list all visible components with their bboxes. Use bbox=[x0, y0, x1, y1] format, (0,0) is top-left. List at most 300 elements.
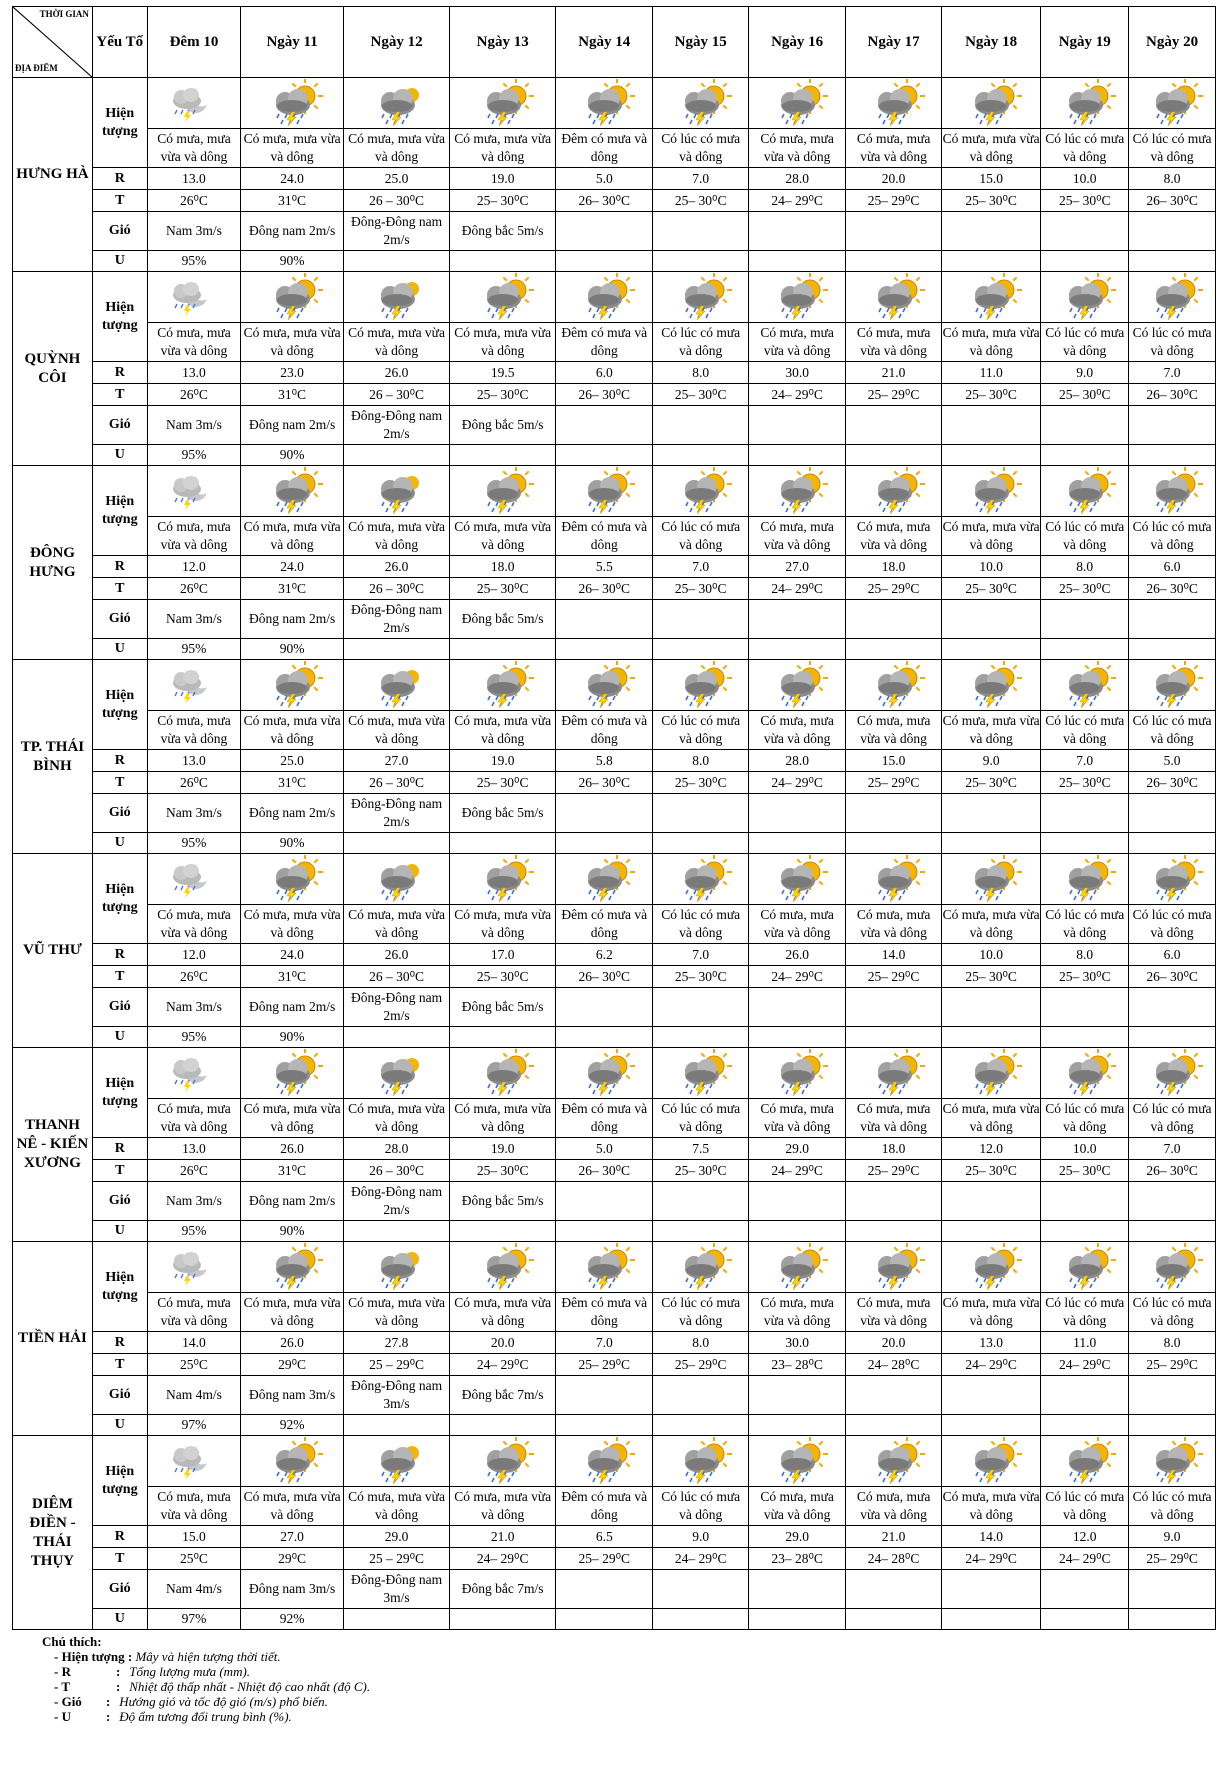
empty-cell bbox=[1041, 1376, 1129, 1415]
weather-description: Có mưa, mưa vừa và dông bbox=[343, 711, 449, 750]
rainfall-value: 5.0 bbox=[1129, 750, 1216, 772]
empty-cell bbox=[1129, 639, 1216, 660]
rainfall-value: 7.5 bbox=[653, 1138, 749, 1160]
night-cloud-icon bbox=[163, 1049, 225, 1097]
wind-value: Đông nam 3m/s bbox=[241, 1376, 344, 1415]
weather-icon-cell bbox=[343, 1048, 449, 1099]
day-header: Ngày 16 bbox=[749, 7, 846, 78]
rainfall-value: 7.0 bbox=[653, 556, 749, 578]
rainfall-row bbox=[13, 168, 1216, 190]
empty-cell bbox=[846, 1376, 942, 1415]
empty-cell bbox=[942, 1027, 1041, 1048]
factor-gio: Gió bbox=[92, 1182, 147, 1221]
empty-cell bbox=[942, 251, 1041, 272]
weather-description: Có lúc có mưa và dông bbox=[1129, 711, 1216, 750]
empty-cell bbox=[1041, 1027, 1129, 1048]
rainfall-value: 28.0 bbox=[749, 168, 846, 190]
empty-cell bbox=[846, 639, 942, 660]
humidity-value: 97% bbox=[147, 1415, 241, 1436]
weather-description: Có lúc có mưa và dông bbox=[1129, 323, 1216, 362]
empty-cell bbox=[1129, 1609, 1216, 1630]
factor-hien-tuong: Hiện tượng bbox=[92, 272, 147, 362]
weather-description: Có mưa, mưa vừa và dông bbox=[942, 129, 1041, 168]
weather-icon-cell bbox=[942, 660, 1041, 711]
weather-description: Có mưa, mưa vừa và dông bbox=[343, 517, 449, 556]
rainfall-row bbox=[13, 1526, 1216, 1548]
empty-cell bbox=[653, 988, 749, 1027]
weather-description: Có mưa, mưa vừa và dông bbox=[241, 517, 344, 556]
empty-cell bbox=[1041, 406, 1129, 445]
factor-t: T bbox=[92, 1354, 147, 1376]
weather-icon-cell bbox=[450, 78, 556, 129]
wind-value: Đông nam 2m/s bbox=[241, 406, 344, 445]
forecast-sheet bbox=[12, 6, 1216, 1726]
day-header: Ngày 15 bbox=[653, 7, 749, 78]
rainfall-value: 26.0 bbox=[241, 1138, 344, 1160]
weather-description: Có lúc có mưa và dông bbox=[653, 323, 749, 362]
rainfall-row bbox=[13, 556, 1216, 578]
factor-hien-tuong: Hiện tượng bbox=[92, 1048, 147, 1138]
temperature-value: 24– 29⁰C bbox=[749, 772, 846, 794]
sun-cloud-rain-thunder-icon bbox=[261, 79, 323, 127]
empty-cell bbox=[749, 1221, 846, 1242]
empty-cell bbox=[1129, 445, 1216, 466]
weather-icon-cell bbox=[942, 1436, 1041, 1487]
temperature-row bbox=[13, 1160, 1216, 1182]
weather-icon-cell bbox=[450, 1436, 556, 1487]
weather-icon-cell bbox=[942, 272, 1041, 323]
empty-cell bbox=[846, 1415, 942, 1436]
note-desc: Nhiệt độ thấp nhất - Nhiệt độ cao nhất (độ C). bbox=[129, 1679, 371, 1694]
empty-cell bbox=[653, 639, 749, 660]
description-row bbox=[13, 1293, 1216, 1332]
temperature-value: 26– 30⁰C bbox=[556, 384, 653, 406]
rainfall-value: 26.0 bbox=[241, 1332, 344, 1354]
rainfall-value: 30.0 bbox=[749, 1332, 846, 1354]
weather-icon-cell bbox=[556, 78, 653, 129]
temperature-value: 24– 28⁰C bbox=[846, 1548, 942, 1570]
rainfall-value: 25.0 bbox=[343, 168, 449, 190]
factor-hien-tuong: Hiện tượng bbox=[92, 1436, 147, 1526]
rainfall-value: 26.0 bbox=[749, 944, 846, 966]
wind-row bbox=[13, 1182, 1216, 1221]
temperature-value: 25– 29⁰C bbox=[556, 1548, 653, 1570]
weather-icon-cell bbox=[749, 1048, 846, 1099]
rainfall-value: 18.0 bbox=[846, 556, 942, 578]
weather-icon-cell bbox=[241, 854, 344, 905]
temperature-value: 26– 30⁰C bbox=[556, 578, 653, 600]
empty-cell bbox=[942, 445, 1041, 466]
wind-row bbox=[13, 212, 1216, 251]
sun-cloud-rain-thunder-icon bbox=[1141, 1437, 1203, 1485]
night-cloud-icon bbox=[163, 273, 225, 321]
temperature-value: 31⁰C bbox=[241, 578, 344, 600]
sun-cloud-rain-thunder-icon bbox=[960, 1437, 1022, 1485]
humidity-row bbox=[13, 1027, 1216, 1048]
weather-description: Có lúc có mưa và dông bbox=[1041, 905, 1129, 944]
rainfall-value: 6.0 bbox=[1129, 944, 1216, 966]
sun-cloud-rain-thunder-icon bbox=[472, 79, 534, 127]
night-cloud-icon bbox=[163, 1243, 225, 1291]
temperature-value: 24– 29⁰C bbox=[1041, 1354, 1129, 1376]
rainfall-value: 10.0 bbox=[942, 944, 1041, 966]
weather-description: Có mưa, mưa vừa và dông bbox=[343, 1099, 449, 1138]
rainfall-value: 19.5 bbox=[450, 362, 556, 384]
humidity-row bbox=[13, 1415, 1216, 1436]
empty-cell bbox=[1041, 445, 1129, 466]
rainfall-value: 29.0 bbox=[749, 1138, 846, 1160]
description-row bbox=[13, 129, 1216, 168]
sun-cloud-rain-thunder-icon bbox=[960, 1049, 1022, 1097]
weather-description: Có mưa, mưa vừa và dông bbox=[343, 1293, 449, 1332]
description-row bbox=[13, 517, 1216, 556]
temperature-value: 26– 30⁰C bbox=[1129, 578, 1216, 600]
rainfall-value: 29.0 bbox=[749, 1526, 846, 1548]
empty-cell bbox=[749, 794, 846, 833]
humidity-value: 92% bbox=[241, 1415, 344, 1436]
sun-cloud-rain-thunder-icon bbox=[960, 855, 1022, 903]
note-u bbox=[42, 1709, 1216, 1724]
day-header: Ngày 19 bbox=[1041, 7, 1129, 78]
humidity-value: 95% bbox=[147, 833, 241, 854]
icon-row bbox=[13, 1048, 1216, 1099]
sun-cloud-rain-thunder-icon bbox=[863, 79, 925, 127]
weather-description: Có mưa, mưa vừa và dông bbox=[846, 905, 942, 944]
sun-cloud-rain-thunder-icon bbox=[573, 1049, 635, 1097]
weather-icon-cell bbox=[749, 660, 846, 711]
temperature-row bbox=[13, 772, 1216, 794]
sun-cloud-rain-thunder-icon bbox=[960, 661, 1022, 709]
sun-cloud-rain-thunder-icon bbox=[1141, 1243, 1203, 1291]
wind-value: Đông-Đông nam 2m/s bbox=[343, 988, 449, 1027]
weather-description: Có lúc có mưa và dông bbox=[1041, 711, 1129, 750]
sun-cloud-rain-thunder-icon bbox=[573, 1243, 635, 1291]
rainfall-value: 20.0 bbox=[450, 1332, 556, 1354]
wind-value: Đông nam 2m/s bbox=[241, 794, 344, 833]
rainfall-value: 19.0 bbox=[450, 1138, 556, 1160]
factor-r: R bbox=[92, 750, 147, 772]
rainfall-value: 26.0 bbox=[343, 944, 449, 966]
wind-value: Đông bắc 7m/s bbox=[450, 1570, 556, 1609]
wind-value: Nam 3m/s bbox=[147, 212, 241, 251]
factor-gio: Gió bbox=[92, 1376, 147, 1415]
sun-cloud-rain-thunder-icon bbox=[960, 273, 1022, 321]
temperature-value: 25 – 29⁰C bbox=[343, 1548, 449, 1570]
weather-description: Đêm có mưa và dông bbox=[556, 1293, 653, 1332]
temperature-value: 26 – 30⁰C bbox=[343, 578, 449, 600]
sun-cloud-rain-thunder-icon bbox=[472, 467, 534, 515]
sun-cloud-rain-thunder-icon bbox=[573, 79, 635, 127]
corner-cell bbox=[13, 7, 93, 78]
empty-cell bbox=[749, 1376, 846, 1415]
location-name: HƯNG HÀ bbox=[13, 78, 93, 272]
sun-cloud-rain-thunder-icon bbox=[670, 1243, 732, 1291]
temperature-value: 25⁰C bbox=[147, 1354, 241, 1376]
rainfall-value: 12.0 bbox=[942, 1138, 1041, 1160]
empty-cell bbox=[846, 794, 942, 833]
rainfall-value: 13.0 bbox=[147, 362, 241, 384]
weather-icon-cell bbox=[450, 854, 556, 905]
empty-cell bbox=[556, 1182, 653, 1221]
empty-cell bbox=[942, 600, 1041, 639]
empty-cell bbox=[450, 1415, 556, 1436]
temperature-value: 25– 29⁰C bbox=[1129, 1354, 1216, 1376]
sun-cloud-rain-thunder-icon bbox=[766, 273, 828, 321]
rainfall-value: 27.0 bbox=[343, 750, 449, 772]
weather-description: Có mưa, mưa vừa và dông bbox=[241, 323, 344, 362]
empty-cell bbox=[343, 833, 449, 854]
rainfall-value: 24.0 bbox=[241, 168, 344, 190]
empty-cell bbox=[942, 406, 1041, 445]
rainfall-value: 13.0 bbox=[942, 1332, 1041, 1354]
temperature-row bbox=[13, 190, 1216, 212]
note-desc: Mây và hiện tượng thời tiết. bbox=[135, 1649, 281, 1664]
rainfall-value: 7.0 bbox=[653, 944, 749, 966]
wind-value: Nam 3m/s bbox=[147, 988, 241, 1027]
empty-cell bbox=[556, 794, 653, 833]
factor-hien-tuong: Hiện tượng bbox=[92, 660, 147, 750]
weather-icon-cell bbox=[1129, 1436, 1216, 1487]
night-cloud-icon bbox=[163, 79, 225, 127]
note-sep: : bbox=[116, 1664, 121, 1679]
temperature-value: 25– 30⁰C bbox=[1041, 1160, 1129, 1182]
rainfall-value: 18.0 bbox=[450, 556, 556, 578]
weather-icon-cell bbox=[749, 78, 846, 129]
temperature-value: 29⁰C bbox=[241, 1354, 344, 1376]
temperature-value: 25– 30⁰C bbox=[653, 966, 749, 988]
weather-description: Đêm có mưa và dông bbox=[556, 1487, 653, 1526]
weather-icon-cell bbox=[556, 1048, 653, 1099]
weather-icon-cell bbox=[343, 272, 449, 323]
wind-value: Đông-Đông nam 2m/s bbox=[343, 794, 449, 833]
weather-icon-cell bbox=[241, 1436, 344, 1487]
weather-icon-cell bbox=[749, 272, 846, 323]
factor-t: T bbox=[92, 966, 147, 988]
weather-description: Có lúc có mưa và dông bbox=[653, 1293, 749, 1332]
humidity-row bbox=[13, 639, 1216, 660]
weather-description: Có mưa, mưa vừa và dông bbox=[147, 1293, 241, 1332]
rainfall-value: 24.0 bbox=[241, 944, 344, 966]
weather-description: Có mưa, mưa vừa và dông bbox=[450, 1293, 556, 1332]
weather-description: Có mưa, mưa vừa và dông bbox=[241, 1099, 344, 1138]
weather-icon-cell bbox=[241, 660, 344, 711]
cloud-rain-thunder-icon bbox=[366, 1049, 428, 1097]
weather-icon-cell bbox=[846, 854, 942, 905]
empty-cell bbox=[343, 1415, 449, 1436]
empty-cell bbox=[653, 1182, 749, 1221]
temperature-value: 25– 29⁰C bbox=[556, 1354, 653, 1376]
sun-cloud-rain-thunder-icon bbox=[863, 1437, 925, 1485]
empty-cell bbox=[1041, 212, 1129, 251]
wind-value: Đông-Đông nam 3m/s bbox=[343, 1570, 449, 1609]
empty-cell bbox=[846, 1570, 942, 1609]
rainfall-value: 28.0 bbox=[343, 1138, 449, 1160]
temperature-value: 31⁰C bbox=[241, 1160, 344, 1182]
day-header: Ngày 13 bbox=[450, 7, 556, 78]
weather-description: Có mưa, mưa vừa và dông bbox=[147, 1099, 241, 1138]
temperature-value: 25– 29⁰C bbox=[846, 772, 942, 794]
forecast-table bbox=[12, 6, 1216, 1630]
empty-cell bbox=[450, 1221, 556, 1242]
location-name: QUỲNH CÔI bbox=[13, 272, 93, 466]
wind-value: Đông nam 2m/s bbox=[241, 988, 344, 1027]
empty-cell bbox=[1041, 833, 1129, 854]
temperature-row bbox=[13, 966, 1216, 988]
temperature-value: 25– 30⁰C bbox=[653, 384, 749, 406]
temperature-value: 26 – 30⁰C bbox=[343, 772, 449, 794]
wind-value: Đông bắc 7m/s bbox=[450, 1376, 556, 1415]
wind-value: Đông nam 2m/s bbox=[241, 212, 344, 251]
weather-description: Có lúc có mưa và dông bbox=[653, 1099, 749, 1138]
weather-icon-cell bbox=[450, 1242, 556, 1293]
night-cloud-icon bbox=[163, 855, 225, 903]
icon-row bbox=[13, 660, 1216, 711]
note-sep: : bbox=[106, 1694, 111, 1709]
temperature-value: 26 – 30⁰C bbox=[343, 190, 449, 212]
empty-cell bbox=[1041, 600, 1129, 639]
day-header: Ngày 11 bbox=[241, 7, 344, 78]
weather-icon-cell bbox=[942, 466, 1041, 517]
weather-description: Có mưa, mưa vừa và dông bbox=[846, 323, 942, 362]
weather-description: Có mưa, mưa vừa và dông bbox=[749, 1487, 846, 1526]
description-row bbox=[13, 905, 1216, 944]
weather-icon-cell bbox=[343, 1436, 449, 1487]
temperature-value: 26– 30⁰C bbox=[556, 966, 653, 988]
weather-description: Đêm có mưa và dông bbox=[556, 905, 653, 944]
rainfall-value: 7.0 bbox=[1129, 1138, 1216, 1160]
temperature-value: 25– 29⁰C bbox=[846, 966, 942, 988]
sun-cloud-rain-thunder-icon bbox=[261, 1049, 323, 1097]
empty-cell bbox=[556, 212, 653, 251]
weather-icon-cell bbox=[653, 1436, 749, 1487]
weather-description: Có mưa, mưa vừa và dông bbox=[241, 1293, 344, 1332]
rainfall-value: 8.0 bbox=[1041, 556, 1129, 578]
rainfall-value: 26.0 bbox=[343, 362, 449, 384]
wind-value: Nam 3m/s bbox=[147, 600, 241, 639]
weather-description: Có mưa, mưa vừa và dông bbox=[450, 711, 556, 750]
temperature-value: 25– 30⁰C bbox=[1041, 966, 1129, 988]
empty-cell bbox=[556, 1609, 653, 1630]
temperature-value: 24– 28⁰C bbox=[846, 1354, 942, 1376]
weather-icon-cell bbox=[556, 466, 653, 517]
humidity-row bbox=[13, 251, 1216, 272]
weather-icon-cell bbox=[942, 1242, 1041, 1293]
empty-cell bbox=[1041, 988, 1129, 1027]
humidity-value: 90% bbox=[241, 445, 344, 466]
empty-cell bbox=[942, 1570, 1041, 1609]
wind-value: Đông nam 3m/s bbox=[241, 1570, 344, 1609]
sun-cloud-rain-thunder-icon bbox=[766, 79, 828, 127]
icon-row bbox=[13, 1242, 1216, 1293]
empty-cell bbox=[1041, 1609, 1129, 1630]
empty-cell bbox=[749, 212, 846, 251]
wind-value: Nam 4m/s bbox=[147, 1570, 241, 1609]
note-r bbox=[42, 1664, 1216, 1679]
cloud-rain-thunder-icon bbox=[366, 855, 428, 903]
temperature-value: 25– 29⁰C bbox=[846, 1160, 942, 1182]
rainfall-value: 30.0 bbox=[749, 362, 846, 384]
sun-cloud-rain-thunder-icon bbox=[766, 1437, 828, 1485]
sun-cloud-rain-thunder-icon bbox=[863, 467, 925, 515]
temperature-value: 25– 30⁰C bbox=[942, 1160, 1041, 1182]
empty-cell bbox=[749, 988, 846, 1027]
rainfall-value: 5.0 bbox=[556, 1138, 653, 1160]
sun-cloud-rain-thunder-icon bbox=[472, 1437, 534, 1485]
rainfall-value: 9.0 bbox=[1041, 362, 1129, 384]
factor-hien-tuong: Hiện tượng bbox=[92, 78, 147, 168]
rainfall-value: 28.0 bbox=[749, 750, 846, 772]
factor-u: U bbox=[92, 1027, 147, 1048]
empty-cell bbox=[846, 1221, 942, 1242]
sun-cloud-rain-thunder-icon bbox=[960, 79, 1022, 127]
empty-cell bbox=[1041, 639, 1129, 660]
sun-cloud-rain-thunder-icon bbox=[1141, 855, 1203, 903]
corner-time-label: THỜI GIAN bbox=[39, 9, 89, 19]
weather-icon-cell bbox=[846, 1436, 942, 1487]
location-name: VŨ THƯ bbox=[13, 854, 93, 1048]
temperature-value: 25– 29⁰C bbox=[1129, 1548, 1216, 1570]
factor-t: T bbox=[92, 1548, 147, 1570]
weather-icon-cell bbox=[450, 272, 556, 323]
weather-description: Có lúc có mưa và dông bbox=[653, 711, 749, 750]
empty-cell bbox=[450, 251, 556, 272]
factor-gio: Gió bbox=[92, 406, 147, 445]
sun-cloud-rain-thunder-icon bbox=[1054, 273, 1116, 321]
empty-cell bbox=[653, 445, 749, 466]
temperature-value: 25– 30⁰C bbox=[1041, 772, 1129, 794]
temperature-value: 25– 30⁰C bbox=[450, 384, 556, 406]
weather-icon-cell bbox=[1129, 272, 1216, 323]
empty-cell bbox=[1041, 1221, 1129, 1242]
humidity-value: 90% bbox=[241, 251, 344, 272]
factor-u: U bbox=[92, 833, 147, 854]
rainfall-value: 21.0 bbox=[846, 362, 942, 384]
empty-cell bbox=[450, 445, 556, 466]
weather-description: Có mưa, mưa vừa và dông bbox=[241, 711, 344, 750]
factor-u: U bbox=[92, 639, 147, 660]
sun-cloud-rain-thunder-icon bbox=[863, 855, 925, 903]
weather-icon-cell bbox=[1041, 78, 1129, 129]
sun-cloud-rain-thunder-icon bbox=[261, 1437, 323, 1485]
rainfall-value: 21.0 bbox=[846, 1526, 942, 1548]
rainfall-value: 14.0 bbox=[147, 1332, 241, 1354]
empty-cell bbox=[749, 639, 846, 660]
sun-cloud-rain-thunder-icon bbox=[960, 467, 1022, 515]
empty-cell bbox=[1129, 251, 1216, 272]
empty-cell bbox=[846, 1609, 942, 1630]
weather-description: Có mưa, mưa vừa và dông bbox=[846, 711, 942, 750]
rainfall-value: 18.0 bbox=[846, 1138, 942, 1160]
note-gio bbox=[42, 1694, 1216, 1709]
weather-description: Có mưa, mưa vừa và dông bbox=[450, 323, 556, 362]
weather-description: Có mưa, mưa vừa và dông bbox=[343, 129, 449, 168]
rainfall-value: 15.0 bbox=[846, 750, 942, 772]
rainfall-value: 8.0 bbox=[1129, 168, 1216, 190]
rainfall-row bbox=[13, 944, 1216, 966]
empty-cell bbox=[1129, 600, 1216, 639]
weather-description: Có lúc có mưa và dông bbox=[1041, 323, 1129, 362]
empty-cell bbox=[1129, 406, 1216, 445]
weather-description: Có lúc có mưa và dông bbox=[1041, 1293, 1129, 1332]
temperature-value: 24– 29⁰C bbox=[1041, 1548, 1129, 1570]
empty-cell bbox=[556, 1415, 653, 1436]
sun-cloud-rain-thunder-icon bbox=[1141, 1049, 1203, 1097]
cloud-rain-thunder-icon bbox=[366, 79, 428, 127]
empty-cell bbox=[556, 639, 653, 660]
weather-description: Có mưa, mưa vừa và dông bbox=[942, 711, 1041, 750]
temperature-value: 25– 30⁰C bbox=[653, 772, 749, 794]
sun-cloud-rain-thunder-icon bbox=[472, 273, 534, 321]
